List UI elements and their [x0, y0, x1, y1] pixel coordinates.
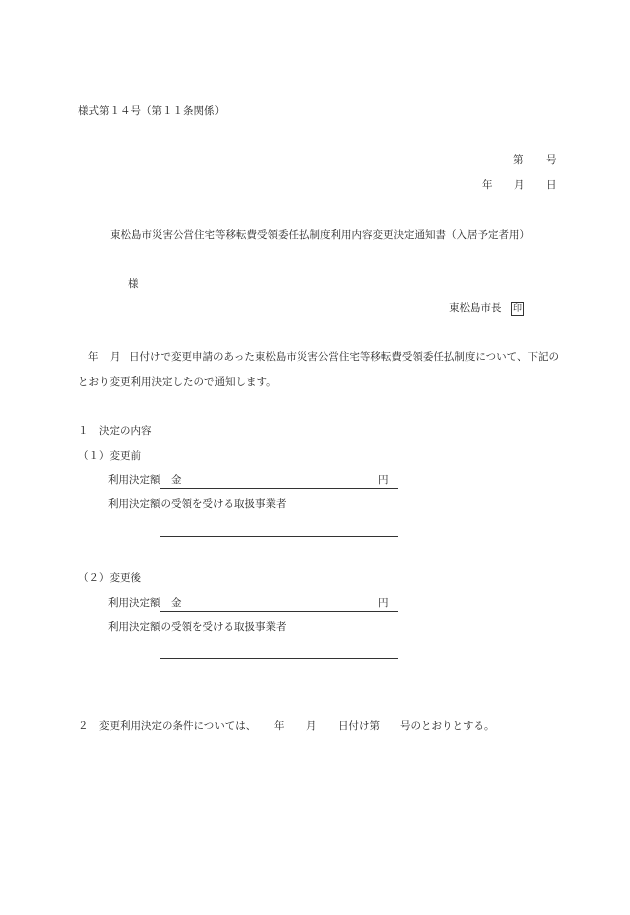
body-month: 月: [110, 351, 121, 363]
section2-text-a: ２ 変更利用決定の条件については、: [78, 720, 257, 732]
addressee-honorific: 様: [128, 278, 139, 290]
doc-number-go: 号: [546, 154, 557, 166]
body-year: 年: [88, 351, 99, 363]
after-heading: （２）変更後: [78, 572, 141, 584]
sender-name: 東松島市長: [449, 302, 502, 314]
date-year: 年: [482, 179, 493, 191]
section1-heading: １ 決定の内容: [78, 425, 152, 437]
before-operator-label: 利用決定額の受領を受ける取扱事業者: [108, 498, 287, 510]
before-amount-underline: [160, 488, 398, 489]
official-seal: 印: [512, 304, 522, 314]
document-title: 東松島市災害公営住宅等移転費受領委任払制度利用内容変更決定通知書（入居予定者用）: [110, 229, 530, 241]
after-operator-label: 利用決定額の受領を受ける取扱事業者: [108, 621, 287, 633]
section2-text-b: 日付け第: [338, 720, 380, 732]
before-operator-underline: [160, 536, 398, 537]
before-amount-label: 利用決定額: [108, 474, 161, 486]
date-day: 日: [546, 179, 557, 191]
after-amount-prefix: 金: [171, 597, 182, 609]
before-heading: （１）変更前: [78, 450, 141, 462]
date-month: 月: [514, 179, 525, 191]
before-amount-prefix: 金: [171, 474, 182, 486]
before-amount-unit: 円: [378, 474, 389, 486]
after-operator-underline: [160, 658, 398, 659]
after-amount-underline: [160, 611, 398, 612]
body-line1-text: 日付けで変更申請のあった東松島市災害公営住宅等移転費受領委任払制度について、下記の: [129, 351, 559, 363]
section2-month: 月: [306, 720, 317, 732]
doc-number-dai: 第: [513, 154, 524, 166]
after-amount-label: 利用決定額: [108, 597, 161, 609]
section2-year: 年: [274, 720, 285, 732]
body-line2: とおり変更利用決定したので通知します。: [78, 376, 277, 388]
after-amount-unit: 円: [378, 597, 389, 609]
form-number: 様式第１４号（第１１条関係）: [78, 105, 225, 117]
section2-text-c: 号のとおりとする。: [400, 720, 495, 732]
